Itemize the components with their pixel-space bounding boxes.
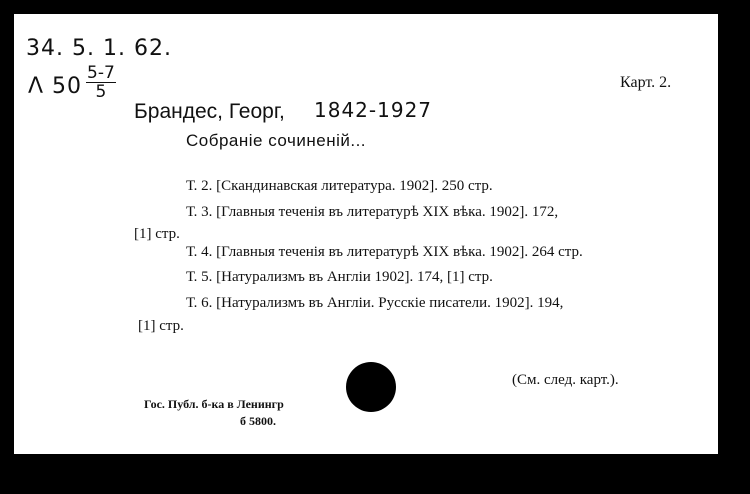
- shelf-fraction-denominator: 5: [95, 82, 107, 102]
- volume-line: [1] стр.: [134, 226, 180, 242]
- shelf-fraction-numerator: 5-7: [87, 63, 115, 83]
- call-number: 34. 5. 1. 62.: [26, 36, 172, 61]
- see-next-card: (См. след. карт.).: [512, 372, 619, 388]
- stamp-number: б 5800.: [240, 414, 276, 428]
- catalog-card: [14, 14, 718, 454]
- author-dates: 1842-1927: [314, 98, 433, 122]
- collection-title: Собраніе сочиненій...: [186, 131, 367, 150]
- volume-line: Т. 4. [Главныя теченія въ литературѣ XIX вѣка. 1902]. 264 стр.: [186, 244, 583, 260]
- author-name: Брандес, Георг,: [134, 100, 285, 123]
- shelf-prefix: Λ 50: [28, 74, 83, 99]
- volume-line: Т. 6. [Натурализмъ въ Англіи. Русскіе писатели. 1902]. 194,: [186, 295, 564, 311]
- volume-line: Т. 5. [Натурализмъ въ Англіи 1902]. 174, [1] стр.: [186, 269, 493, 285]
- volume-line: Т. 3. [Главныя теченія въ литературѣ XIX вѣка. 1902]. 172,: [186, 204, 559, 220]
- volume-line: Т. 2. [Скандинавская литература. 1902]. 250 стр.: [186, 178, 493, 194]
- shelf-fraction: [86, 64, 116, 101]
- card-label: Карт. 2.: [620, 74, 672, 91]
- volume-line: [1] стр.: [138, 318, 184, 334]
- library-stamp: Гос. Публ. б-ка в Ленингр: [144, 397, 284, 411]
- punch-hole: [346, 362, 396, 412]
